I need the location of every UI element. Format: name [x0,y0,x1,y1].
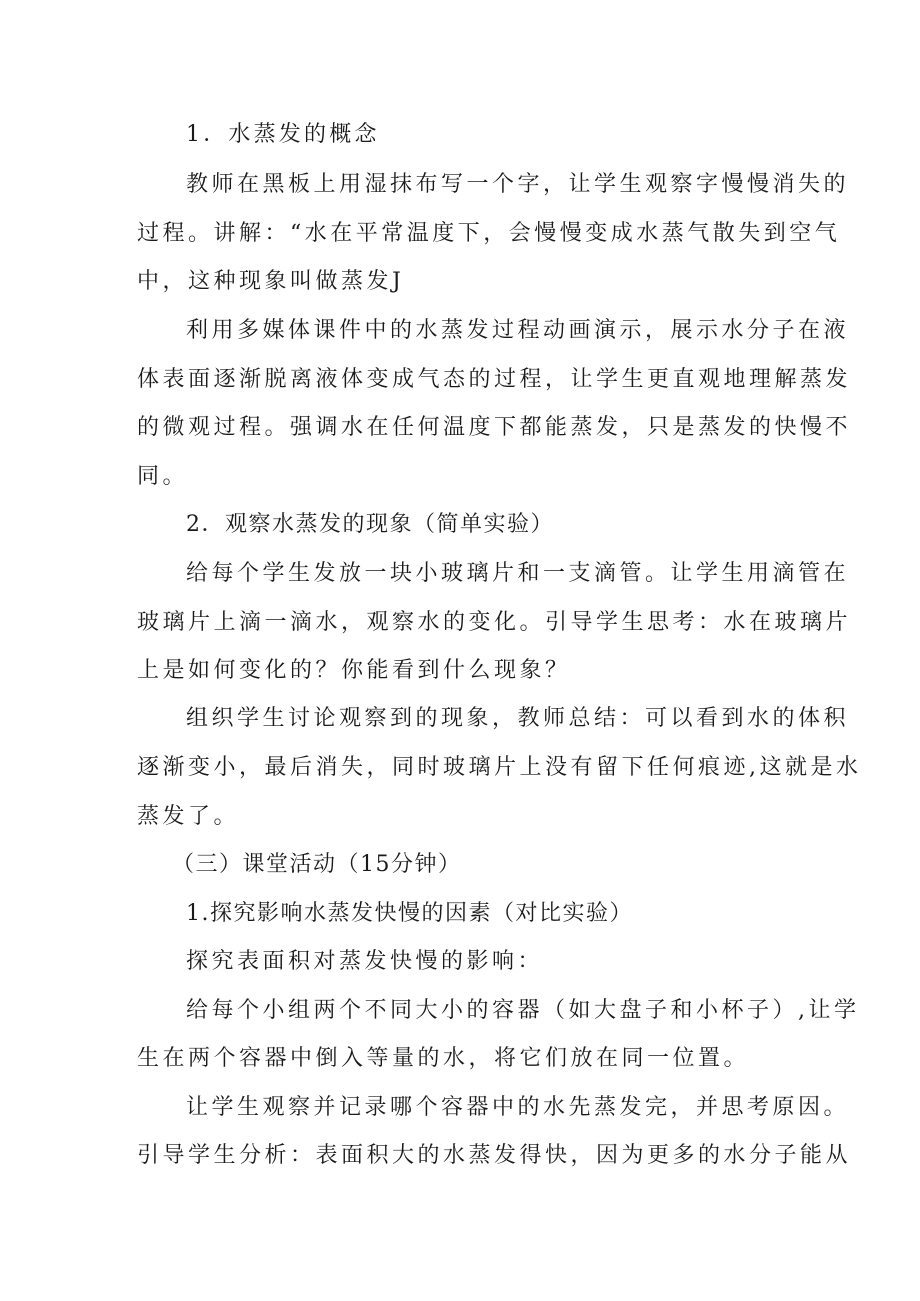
paragraph-line: 同。 [137,464,189,489]
section-heading-observe-evaporation: 2．观察水蒸发的现象（简单实验） [186,512,554,537]
paragraph-line: 逐渐变小，最后消失，同时玻璃片上没有留下任何痕迹,这就是水 [137,755,862,780]
paragraph-line: 给每个学生发放一块小玻璃片和一支滴管。让学生用滴管在 [186,561,850,586]
paragraph-line: 蒸发了。 [137,804,240,829]
section-heading-evaporation-concept: 1．水蒸发的概念 [186,122,380,147]
section-heading-explore-factors: 1.探究影响水蒸发快慢的因素（对比实验） [186,901,633,926]
paragraph-line: 玻璃片上滴一滴水，观察水的变化。引导学生思考：水在玻璃片 [137,610,852,635]
paragraph-line: 探究表面积对蒸发快慢的影响： [186,949,544,974]
section-heading-classroom-activity: （三）课堂活动（15分钟） [172,852,462,877]
paragraph-line: 让学生观察并记录哪个容器中的水先蒸发完，并思考原因。 [186,1095,850,1120]
paragraph-line: 教师在黑板上用湿抹布写一个字，让学生观察字慢慢消失的 [186,172,850,197]
paragraph-line: 的微观过程。强调水在任何温度下都能蒸发，只是蒸发的快慢不 [137,415,852,440]
paragraph-line: 利用多媒体课件中的水蒸发过程动画演示，展示水分子在液 [186,318,850,343]
paragraph-line: 上是如何变化的？你能看到什么现象？ [137,658,571,683]
paragraph-line: 过程。讲解：“水在平常温度下，会慢慢变成水蒸气散失到空气 [137,221,841,246]
paragraph-line: 组织学生讨论观察到的现象，教师总结：可以看到水的体积 [186,706,850,731]
paragraph-line: 体表面逐渐脱离液体变成气态的过程，让学生更直观地理解蒸发 [137,367,852,392]
paragraph-line: 中，这种现象叫做蒸发J [137,269,405,294]
paragraph-line: 生在两个容器中倒入等量的水，将它们放在同一位置。 [137,1046,750,1071]
paragraph-line: 引导学生分析：表面积大的水蒸发得快，因为更多的水分子能从 [137,1143,852,1168]
paragraph-line: 给每个小组两个不同大小的容器（如大盘子和小杯子）,让学 [186,998,860,1023]
